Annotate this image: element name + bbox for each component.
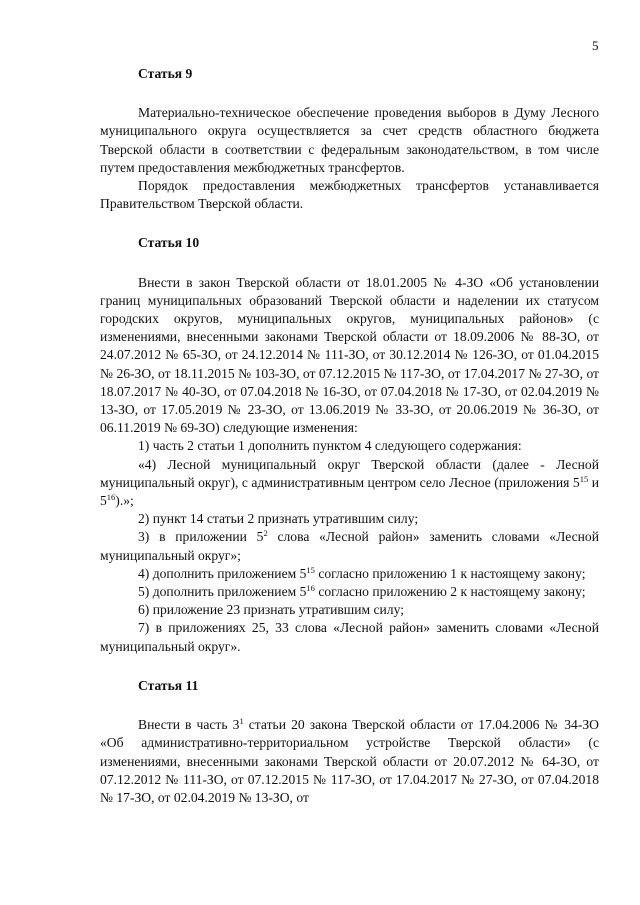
article-11-paragraph: Внести в часть $3^1$ статьи 20 закона Тверской области от 17.04.2006 № 34-ЗО «Об административно-территориальном устройстве Тверской области» (с изменениями, внесенными законами Тверской области от 20.07.2012 № 64-ЗО, от 07.12.2012 № 111-ЗО, от 07.12.2015 № 117-ЗО, от 17.04.2017 № 27-ЗО, от 07.04.2018 № 17-ЗО, от 02.04.2019 № 13-ЗО, от <box>100 716 599 805</box>
article-10-item-3: 3) в приложении $5^2$ слова «Лесной район» заменить словами «Лесной муниципальный округ»; <box>100 528 599 563</box>
article-10-item-2: 2) пункт 14 статьи 2 признать утратившим силу; <box>138 511 419 527</box>
article-9-heading: Статья 9 <box>138 66 193 81</box>
article-9-paragraph-1: Материально-техническое обеспечение проведения выборов в Думу Лесного муниципального округа осуществляется за счет средств областного бюджета Тверской области в соответствии с федеральным законодательством, в том числе путем предоставления межбюджетных трансфертов. <box>100 105 599 175</box>
article-11-heading: Статья 11 <box>138 677 199 693</box>
article-10-item-7: 7) в приложениях 25, 33 слова «Лесной район» заменить словами «Лесной муниципальный округ». <box>100 620 599 654</box>
article-10-item-1: 1) часть 2 статьи 1 дополнить пунктом 4 следующего содержания: <box>138 438 522 454</box>
article-10-heading: Статья 10 <box>138 235 200 251</box>
document-body <box>100 65 599 807</box>
article-10-quoted-item: «4) Лесной муниципальный округ Тверской области (далее - Лесной муниципальный округ), с административным центром село Лесное (приложения $5^{15}$ и $5^{16}$).»; <box>100 456 599 509</box>
page-number: 5 <box>592 38 599 53</box>
article-10-intro: Внести в закон Тверской области от 18.01.2005 № 4-ЗО «Об установлении границ муниципальных образований Тверской области и наделении их статусом городских округов, муниципальных округов, муниципальных районов» (с изменениями, внесенными законами Тверской области от 18.09.2006 № 88-ЗО, от 24.07.2012 № 65-ЗО, от 24.12.2014 № 111-ЗО, от 30.12.2014 № 126-ЗО, от 01.04.2015 № 26-ЗО, от 18.11.2015 № 103-ЗО, от 07.12.2015 № 117-ЗО, от 17.04.2017 № 27-ЗО, от 18.07.2017 № 40-ЗО, от 07.04.2018 № 16-ЗО, от 07.04.2018 № 17-ЗО, от 02.04.2019 № 13-ЗО, от 17.05.2019 № 23-ЗО, от 13.06.2019 № 33-ЗО, от 20.06.2019 № 36-ЗО, от 06.11.2019 № 69-ЗО) следующие изменения: <box>100 274 599 436</box>
article-10-item-4: 4) дополнить приложением $5^{15}$ согласно приложению 1 к настоящему закону; <box>138 564 586 581</box>
article-9-paragraph-2: Порядок предоставления межбюджетных трансфертов устанавливается Правительством Тверской области. <box>100 178 599 212</box>
article-10-item-6: 6) приложение 23 признать утратившим силу; <box>138 602 404 618</box>
article-10-item-5: 5) дополнить приложением $5^{16}$ согласно приложению 2 к настоящему закону; <box>138 583 586 600</box>
